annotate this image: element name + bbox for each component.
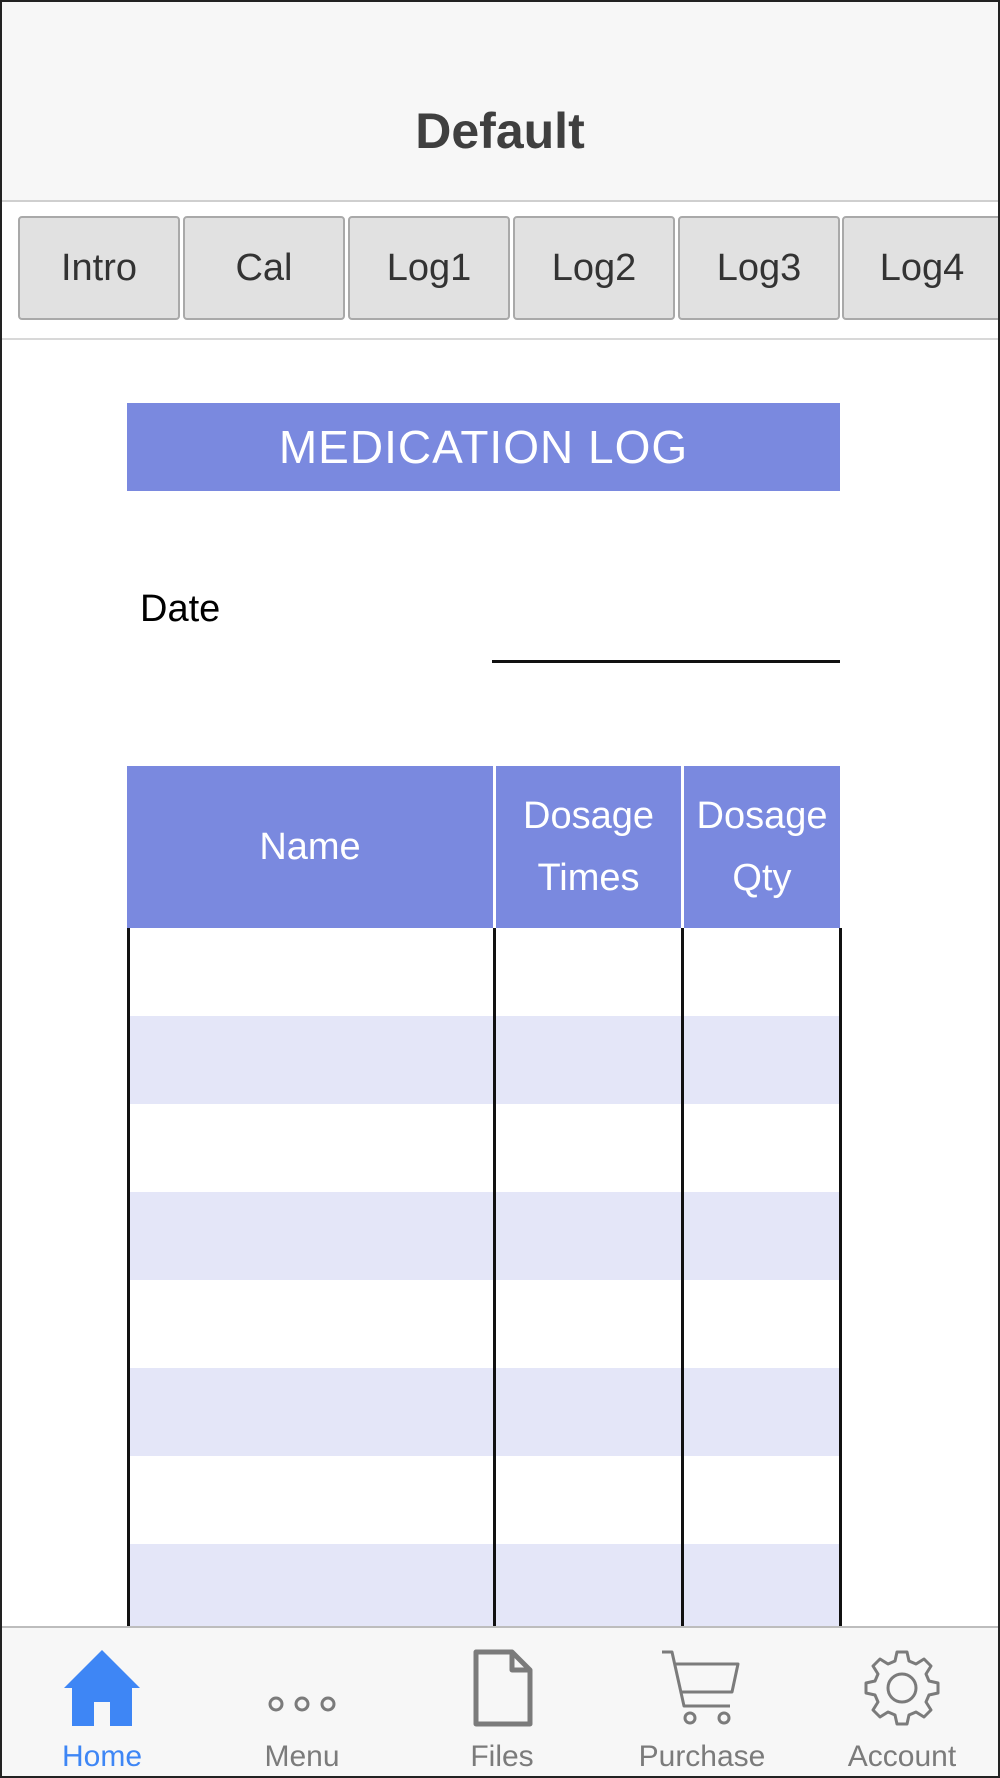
date-field[interactable]	[492, 660, 840, 663]
table-row[interactable]	[127, 1368, 842, 1456]
tab-log4[interactable]: Log4	[842, 216, 998, 320]
tab-intro[interactable]: Intro	[18, 216, 180, 320]
nav-purchase[interactable]	[602, 1628, 802, 1778]
table-column-divider	[493, 928, 496, 1626]
table-border-right	[839, 928, 842, 1626]
medication-table	[127, 766, 842, 1626]
nav-account-label: Account	[847, 1740, 957, 1773]
column-header-dosage-qty: Dosage Qty	[696, 795, 828, 899]
file-icon	[460, 1648, 544, 1728]
nav-home-label: Home	[61, 1740, 143, 1773]
column-header-dosage-times: Dosage Times	[523, 795, 654, 899]
more-dots-icon	[260, 1648, 344, 1728]
nav-files-label: Files	[470, 1740, 534, 1773]
tab-log3[interactable]: Log3	[678, 216, 840, 320]
tab-log2[interactable]: Log2	[513, 216, 675, 320]
nav-purchase-label: Purchase	[638, 1740, 766, 1773]
table-row[interactable]	[127, 1016, 842, 1104]
home-icon	[60, 1648, 144, 1728]
table-row[interactable]	[127, 1280, 842, 1368]
medication-log-banner: MEDICATION LOG	[127, 403, 840, 491]
gear-icon	[860, 1648, 944, 1728]
table-column-divider	[681, 928, 684, 1626]
page-title: Default	[415, 103, 585, 159]
table-row[interactable]	[127, 1104, 842, 1192]
table-row[interactable]	[127, 1544, 842, 1626]
bottom-nav	[2, 1626, 998, 1776]
nav-files[interactable]	[402, 1628, 602, 1778]
table-border-left	[127, 928, 130, 1626]
tab-cal[interactable]: Cal	[183, 216, 345, 320]
nav-account[interactable]	[802, 1628, 1000, 1778]
column-header-name: Name	[259, 826, 361, 868]
nav-menu-label: Menu	[264, 1740, 340, 1773]
cart-icon	[660, 1648, 744, 1728]
table-body	[127, 928, 842, 1626]
tab-log1[interactable]: Log1	[348, 216, 510, 320]
table-header	[127, 766, 840, 928]
table-row[interactable]	[127, 928, 842, 1016]
table-row[interactable]	[127, 1456, 842, 1544]
header-bar	[2, 2, 998, 202]
tab-bar	[2, 202, 998, 340]
nav-home[interactable]	[2, 1628, 202, 1778]
nav-menu[interactable]	[202, 1628, 402, 1778]
date-label: Date	[140, 588, 221, 630]
table-row[interactable]	[127, 1192, 842, 1280]
